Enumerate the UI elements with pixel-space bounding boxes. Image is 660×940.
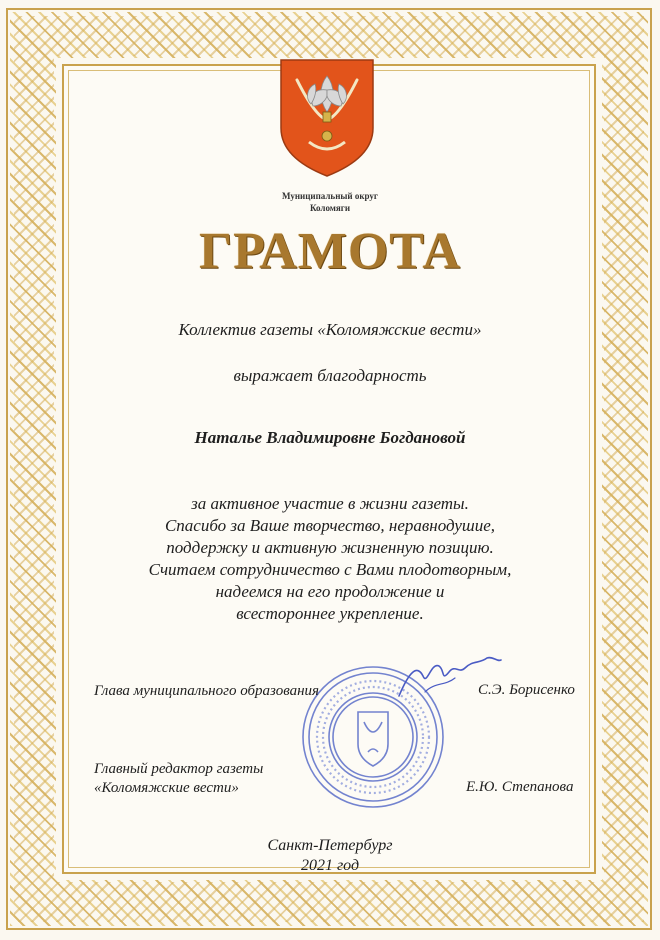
- editor-title: [94, 760, 263, 798]
- editor-title-line-1: Главный редактор газеты: [94, 761, 264, 777]
- municipality-line-1: Муниципальный округ: [282, 191, 378, 201]
- coat-of-arms-icon: [275, 56, 379, 180]
- recipient-name: Наталье Владимировне Богдановой: [194, 428, 466, 447]
- head-name: С.Э. Борисенко: [478, 682, 575, 698]
- place-and-date: [230, 836, 430, 876]
- issuer-line: Коллектив газеты «Коломяжские вести»: [178, 320, 482, 339]
- city-label: Санкт-Петербург: [267, 837, 393, 854]
- action-line: выражает благодарность: [233, 366, 427, 385]
- certificate-title: ГРАМОТА: [199, 223, 461, 280]
- body-line: надеемся на его продолжение и: [215, 582, 445, 601]
- editor-title-line-2: «Коломяжские вести»: [94, 780, 239, 796]
- body-line: Считаем сотрудничество с Вами плодотворным,: [148, 560, 512, 579]
- head-title: Глава муниципального образования: [94, 683, 320, 699]
- body-line: всестороннее укрепление.: [236, 604, 424, 623]
- editor-name: Е.Ю. Степанова: [466, 779, 574, 795]
- body-line: Спасибо за Ваше творчество, неравнодушие,: [164, 516, 496, 535]
- body-line: за активное участие в жизни газеты.: [191, 494, 469, 513]
- municipality-label: [200, 190, 460, 214]
- municipality-line-2: Коломяги: [309, 203, 351, 213]
- body-text: [80, 493, 580, 625]
- year-label: 2021 год: [300, 857, 360, 874]
- body-line: поддержку и активную жизненную позицию.: [166, 538, 494, 557]
